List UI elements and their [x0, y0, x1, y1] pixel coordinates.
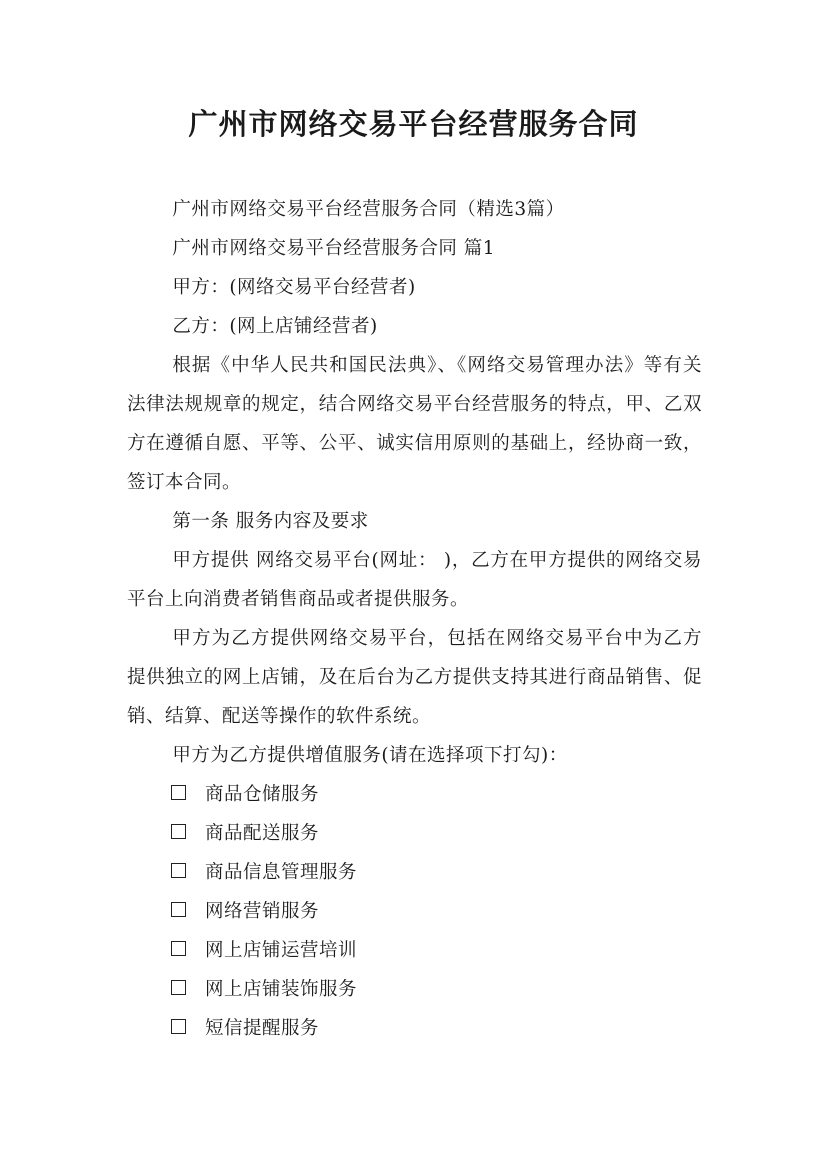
- platform-details-paragraph: 甲方为乙方提供网络交易平台，包括在网络交易平台中为乙方提供独立的网上店铺，及在后台为乙方提供支持其进行商品销售、促销、结算、配送等操作的软件系统。: [127, 628, 702, 727]
- service-label: 商品仓储服务: [205, 784, 320, 805]
- service-label: 商品信息管理服务: [205, 862, 358, 883]
- service-option-sms[interactable]: [127, 1009, 702, 1048]
- checkbox-icon[interactable]: [171, 902, 186, 917]
- service-label: 短信提醒服务: [205, 1018, 320, 1039]
- service-label: 网上店铺装饰服务: [205, 979, 358, 1000]
- service-label: 网上店铺运营培训: [205, 940, 358, 961]
- value-added-services-list: [127, 775, 702, 1048]
- service-option-training[interactable]: [127, 931, 702, 970]
- document-title: 广州市网络交易平台经营服务合同: [188, 107, 639, 141]
- checkbox-icon[interactable]: [171, 824, 186, 839]
- article-heading: 第一条 服务内容及要求: [172, 511, 369, 532]
- document-subtitle: 广州市网络交易平台经营服务合同（精选3篇）: [172, 199, 565, 220]
- document-body: [127, 190, 702, 1048]
- service-option-marketing[interactable]: [127, 892, 702, 931]
- service-option-product-info[interactable]: [127, 853, 702, 892]
- preamble-paragraph: 根据《中华人民共和国民法典》、《网络交易管理办法》等有关法律法规规章的规定，结合网络交易平台经营服务的特点，甲、乙双方在遵循自愿、平等、公平、诚实信用原则的基础上，经协商一致，签订本合同。: [127, 355, 702, 493]
- service-label: 商品配送服务: [205, 823, 320, 844]
- checkbox-icon[interactable]: [171, 1019, 186, 1034]
- checkbox-icon[interactable]: [171, 785, 186, 800]
- checkbox-icon[interactable]: [171, 941, 186, 956]
- party-b: 乙方：(网上店铺经营者): [172, 316, 378, 337]
- service-option-decoration[interactable]: [127, 970, 702, 1009]
- service-label: 网络营销服务: [205, 901, 320, 922]
- section-heading: 广州市网络交易平台经营服务合同 篇1: [172, 238, 495, 259]
- checkbox-icon[interactable]: [171, 980, 186, 995]
- checkbox-icon[interactable]: [171, 863, 186, 878]
- value-added-services-intro: 甲方为乙方提供增值服务(请在选择项下打勾)：: [172, 745, 568, 766]
- service-platform-paragraph: 甲方提供 网络交易平台(网址： )，乙方在甲方提供的网络交易平台上向消费者销售商品或者提供服务。: [127, 550, 702, 610]
- party-a: 甲方：(网络交易平台经营者): [172, 277, 416, 298]
- service-option-delivery[interactable]: [127, 814, 702, 853]
- service-option-storage[interactable]: [127, 775, 702, 814]
